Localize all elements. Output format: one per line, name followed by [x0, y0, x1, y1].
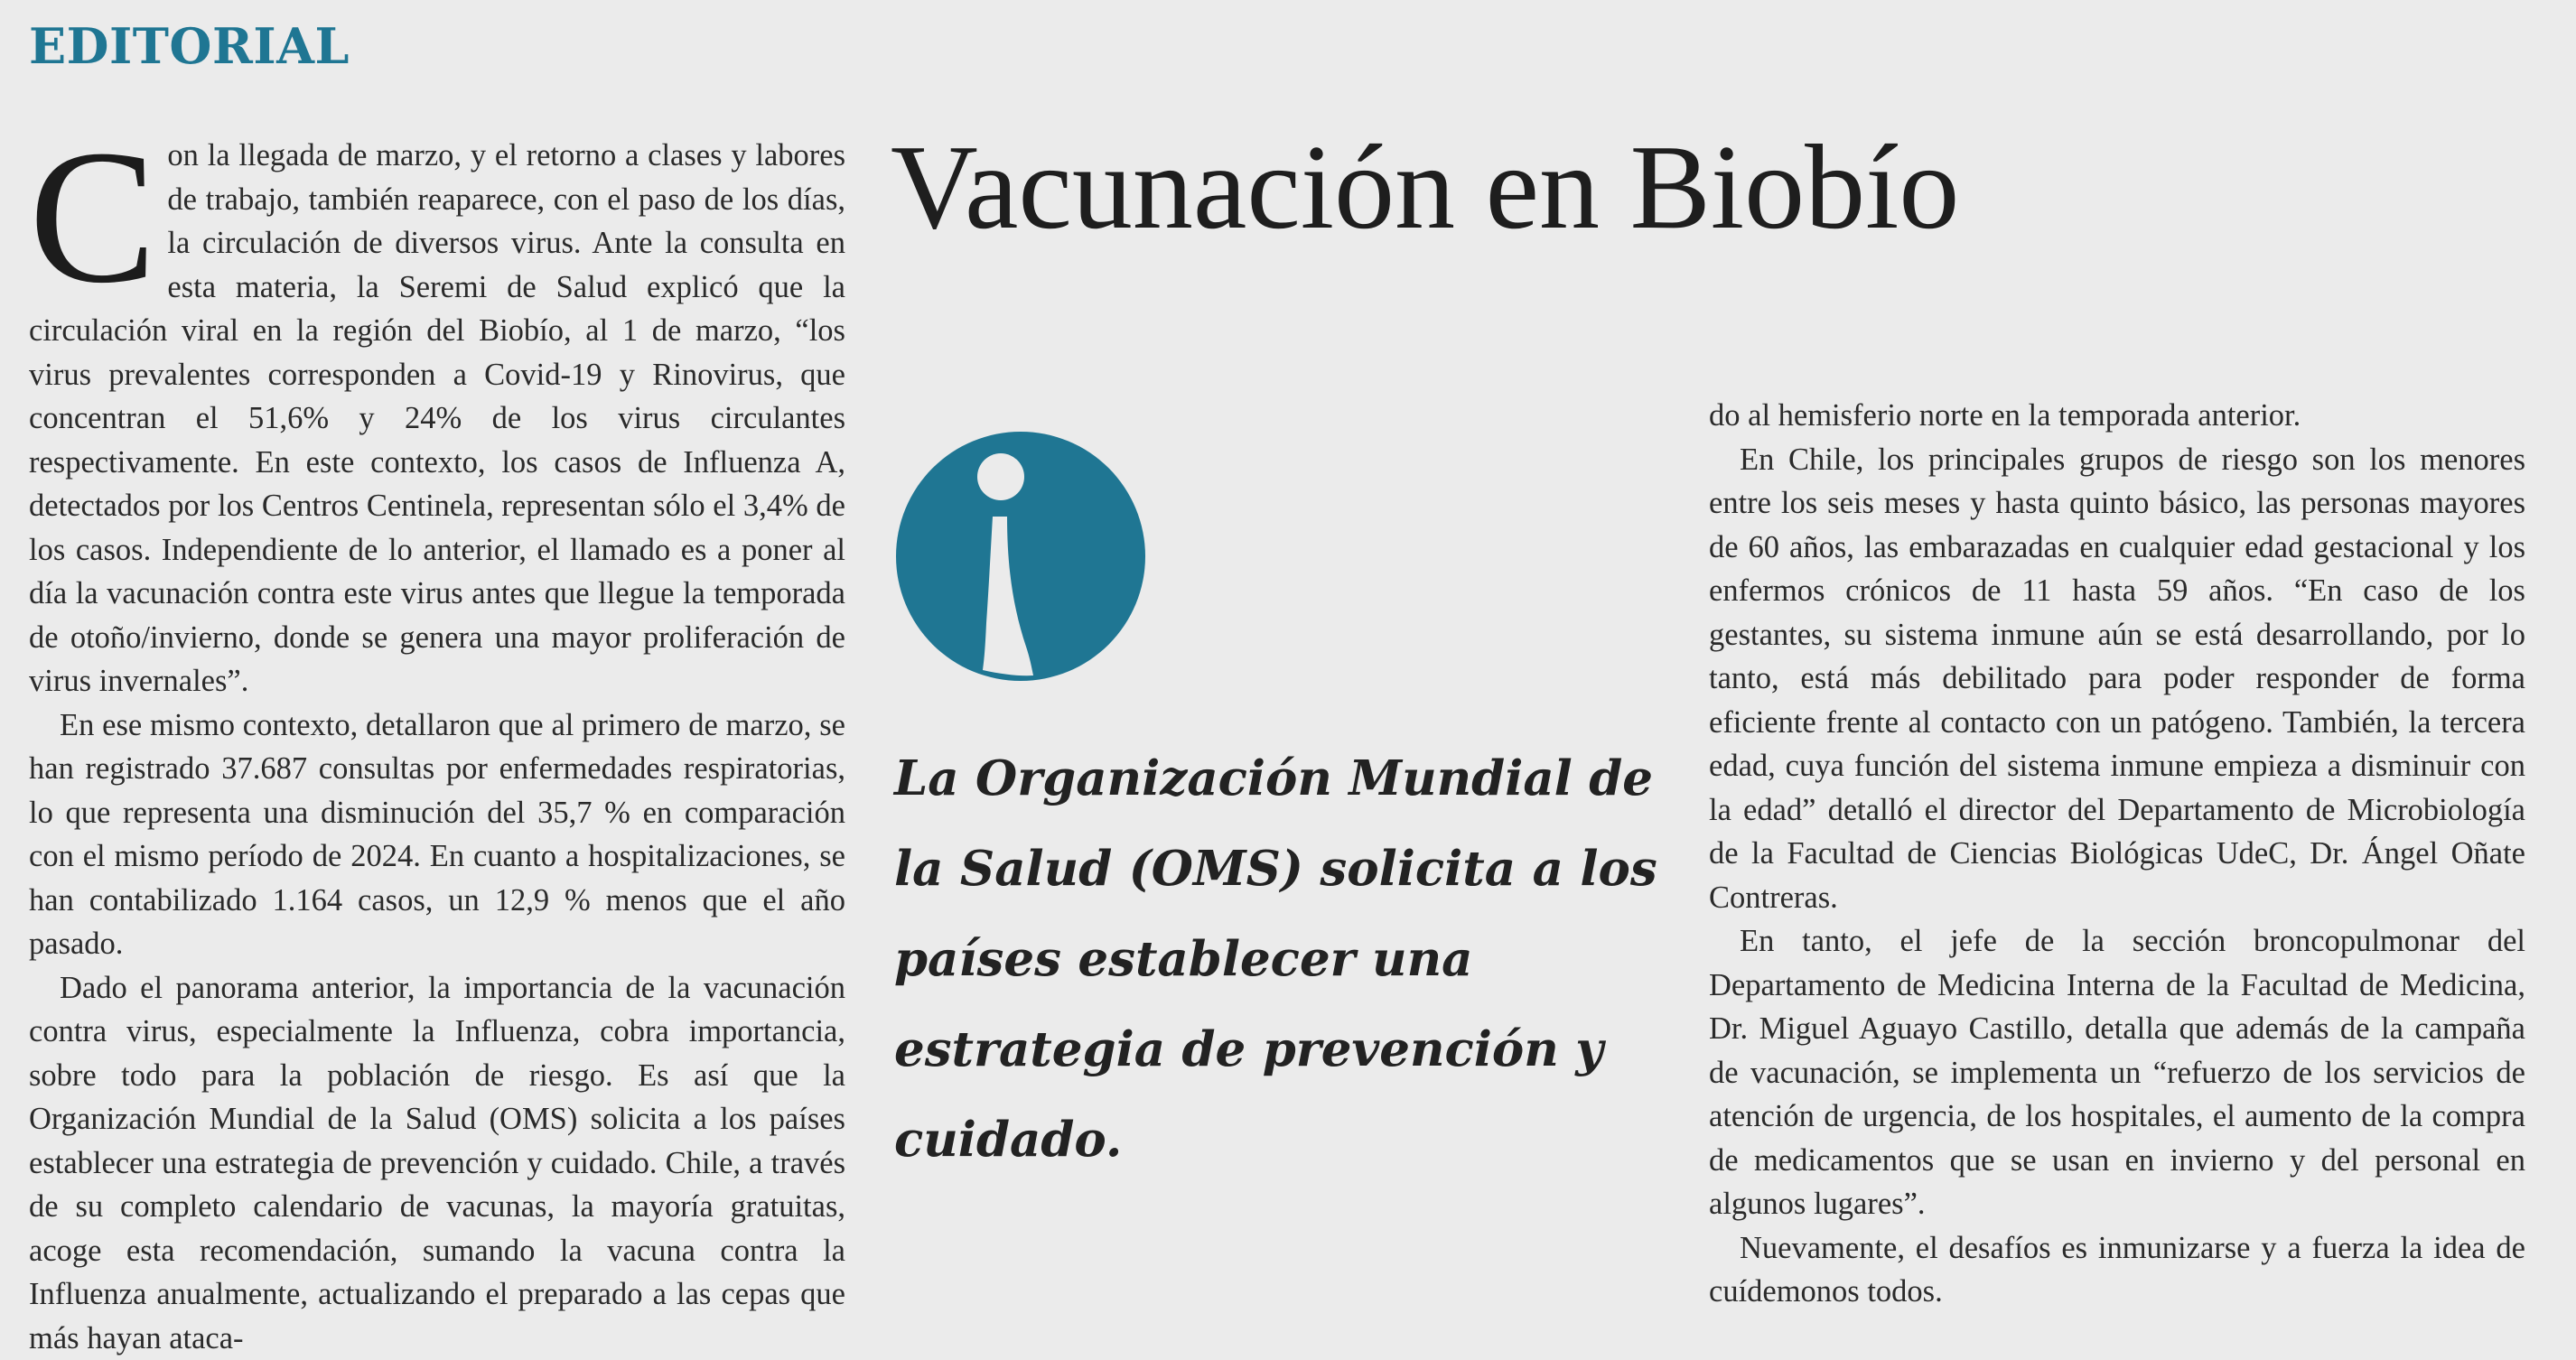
body-paragraph: En ese mismo contexto, detallaron que al primero de marzo, se han registrado 37.687 consultas por enfermedades respiratorias, lo que representa una disminución del 35,7 % en comparación con el mismo período de 2024. En cuanto a hospitalizaciones, se han contabilizado 1.164 casos, un 12,9 % menos que el año pasado. — [29, 703, 845, 966]
info-icon-dot — [977, 453, 1024, 500]
body-paragraph: do al hemisferio norte en la temporada anterior. — [1709, 394, 2525, 438]
section-label: EDITORIAL — [29, 22, 350, 70]
body-paragraph: Nuevamente, el desafíos es inmunizarse y a fuerza la idea de cuídemonos todos. — [1709, 1226, 2525, 1314]
pull-quote: La Organización Mundial de la Salud (OMS) solicita a los países establecer una estrategia de prevención y cuidado. — [894, 733, 1673, 1185]
left-column — [29, 134, 845, 1360]
body-paragraph — [29, 134, 845, 703]
info-icon — [894, 430, 1147, 683]
right-column — [1709, 394, 2525, 1314]
body-paragraph: En Chile, los principales grupos de riesgo son los menores entre los seis meses y hasta quinto básico, las personas mayores de 60 años, las embarazadas en cualquier edad gestacional y los enfermos crónicos de 11 hasta 59 años. “En caso de los gestantes, su sistema inmune aún se está desarrollando, por lo tanto, está más debilitado para poder responder de forma eficiente frente al contacto con un patógeno. También, la tercera edad, cuya función del sistema inmune empieza a disminuir con la edad” detalló el director del Departamento de Microbiología de la Facultad de Ciencias Biológicas UdeC, Dr. Ángel Oñate Contreras. — [1709, 438, 2525, 920]
drop-cap: C — [29, 141, 156, 305]
body-paragraph: En tanto, el jefe de la sección broncopulmonar del Departamento de Medicina Interna de la Facultad de Medicina, Dr. Miguel Aguayo Castillo, detalla que además de la campaña de vacunación, se implementa un “refuerzo de los servicios de atención de urgencia, de los hospitales, el aumento de la compra de medicamentos que se usan en invierno y del personal en algunos lugares”. — [1709, 919, 2525, 1226]
body-paragraph: Dado el panorama anterior, la importancia de la vacunación contra virus, especialmente la Influenza, cobra importancia, sobre todo para la población de riesgo. Es así que la Organización Mundial de la Salud (OMS) solicita a los países establecer una estrategia de prevención y cuidado. Chile, a través de su completo calendario de vacunas, la mayoría gratuitas, acoge esta recomendación, sumando la vacuna contra la Influenza anualmente, actualizando el preparado a las cepas que más hayan ataca- — [29, 966, 845, 1360]
headline: Vacunación en Biobío — [891, 126, 1959, 247]
paragraph-text: on la llegada de marzo, y el retorno a clases y labores de trabajo, también reaparece, con el paso de los días, la circulación de diversos virus. Ante la consulta en esta materia, la Seremi de Salud explicó que la circulación viral en la región del Biobío, al 1 de marzo, “los virus prevalentes corresponden a Covid-19 y Rinovirus, que concentran el 51,6% y 24% de los virus circulantes respectivamente. En este contexto, los casos de Influenza A, detectados por los Centros Centinela, representan sólo el 3,4% de los casos. Independiente de lo anterior, el llamado es a poner al día la vacunación contra este virus antes que llegue la temporada de otoño/invierno, donde se genera una mayor proliferación de virus invernales”. — [29, 138, 845, 698]
